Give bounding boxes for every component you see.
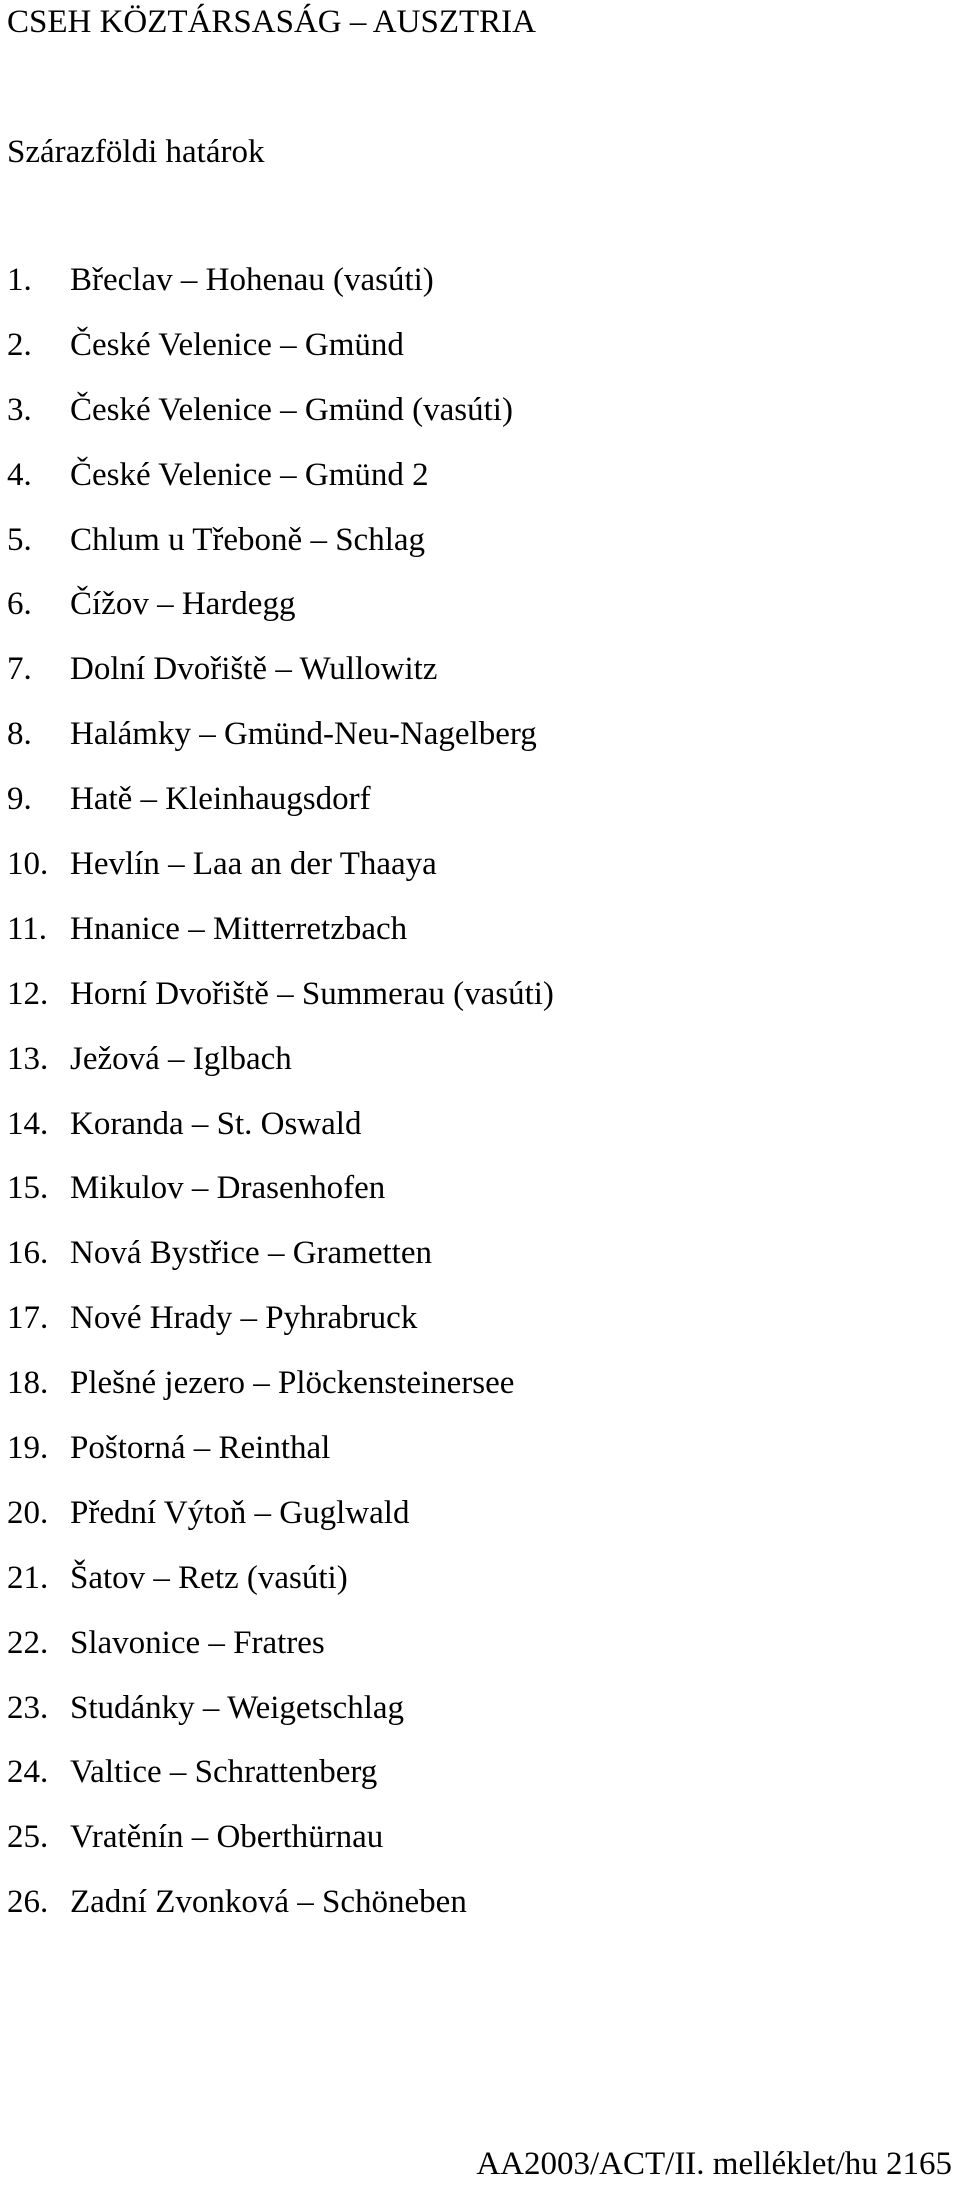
list-item-text: Slavonice – Fratres	[70, 1624, 325, 1661]
list-item-number: 7.	[7, 651, 32, 688]
list-item-text: Hevlín – Laa an der Thaaya	[70, 846, 437, 883]
list-item-number: 5.	[7, 521, 32, 558]
list-item-number: 17.	[7, 1300, 49, 1337]
list-item-text: Nová Bystřice – Grametten	[70, 1235, 432, 1272]
list-item-text: České Velenice – Gmünd 2	[70, 456, 429, 493]
list-item-number: 26.	[7, 1884, 49, 1921]
list-item-number: 13.	[7, 1040, 49, 1077]
list-item-number: 23.	[7, 1689, 49, 1726]
list-item-number: 22.	[7, 1624, 49, 1661]
list-item-number: 12.	[7, 975, 49, 1012]
list-item-number: 2.	[7, 326, 32, 363]
list-item-number: 3.	[7, 391, 32, 428]
list-item-number: 14.	[7, 1105, 49, 1142]
list-item-text: Valtice – Schrattenberg	[70, 1754, 378, 1791]
list-item-number: 9.	[7, 781, 32, 818]
list-item-text: Halámky – Gmünd-Neu-Nagelberg	[70, 716, 537, 753]
list-item-number: 16.	[7, 1235, 49, 1272]
list-item-number: 25.	[7, 1819, 49, 1856]
list-item-text: České Velenice – Gmünd (vasúti)	[70, 391, 513, 428]
list-item-text: Plešné jezero – Plöckensteinersee	[70, 1365, 515, 1402]
list-item-text: Ježová – Iglbach	[70, 1040, 292, 1077]
list-item-text: Studánky – Weigetschlag	[70, 1689, 405, 1726]
list-item-text: Mikulov – Drasenhofen	[70, 1170, 386, 1207]
list-item-number: 20.	[7, 1494, 49, 1531]
list-item-number: 19.	[7, 1430, 49, 1467]
list-item-text: Přední Výtoň – Guglwald	[70, 1494, 410, 1531]
list-item-text: Hnanice – Mitterretzbach	[70, 910, 408, 947]
list-item-number: 8.	[7, 716, 32, 753]
section-title: Szárazföldi határok	[7, 134, 265, 170]
list-item-number: 4.	[7, 456, 32, 493]
list-item-number: 21.	[7, 1559, 49, 1596]
list-item-text: Břeclav – Hohenau (vasúti)	[70, 262, 434, 298]
list-item-text: Poštorná – Reinthal	[70, 1430, 331, 1467]
list-item-text: Nové Hrady – Pyhrabruck	[70, 1300, 418, 1337]
list-item-number: 10.	[7, 846, 49, 883]
list-item-text: Chlum u Třeboně – Schlag	[70, 521, 426, 558]
list-item-number: 11.	[7, 910, 48, 947]
list-item-text: Hatě – Kleinhaugsdorf	[70, 781, 371, 818]
list-item-text: Koranda – St. Oswald	[70, 1105, 362, 1142]
list-item-text: Horní Dvořiště – Summerau (vasúti)	[70, 975, 554, 1012]
list-item-text: Čížov – Hardegg	[70, 586, 296, 623]
list-item-number: 1.	[7, 262, 32, 298]
list-item-text: Zadní Zvonková – Schöneben	[70, 1884, 467, 1921]
list-item-text: Dolní Dvořiště – Wullowitz	[70, 651, 438, 688]
list-item-text: Šatov – Retz (vasúti)	[70, 1559, 348, 1596]
list-item-text: Vratěnín – Oberthürnau	[70, 1819, 384, 1856]
page-title: CSEH KÖZTÁRSASÁG – AUSZTRIA	[7, 4, 536, 40]
list-item-text: České Velenice – Gmünd	[70, 326, 404, 363]
list-item-number: 24.	[7, 1754, 49, 1791]
list-item-number: 15.	[7, 1170, 49, 1207]
list-item-number: 18.	[7, 1365, 49, 1402]
footer-reference: AA2003/ACT/II. melléklet/hu 2165	[476, 2146, 952, 2182]
list-item-number: 6.	[7, 586, 32, 623]
